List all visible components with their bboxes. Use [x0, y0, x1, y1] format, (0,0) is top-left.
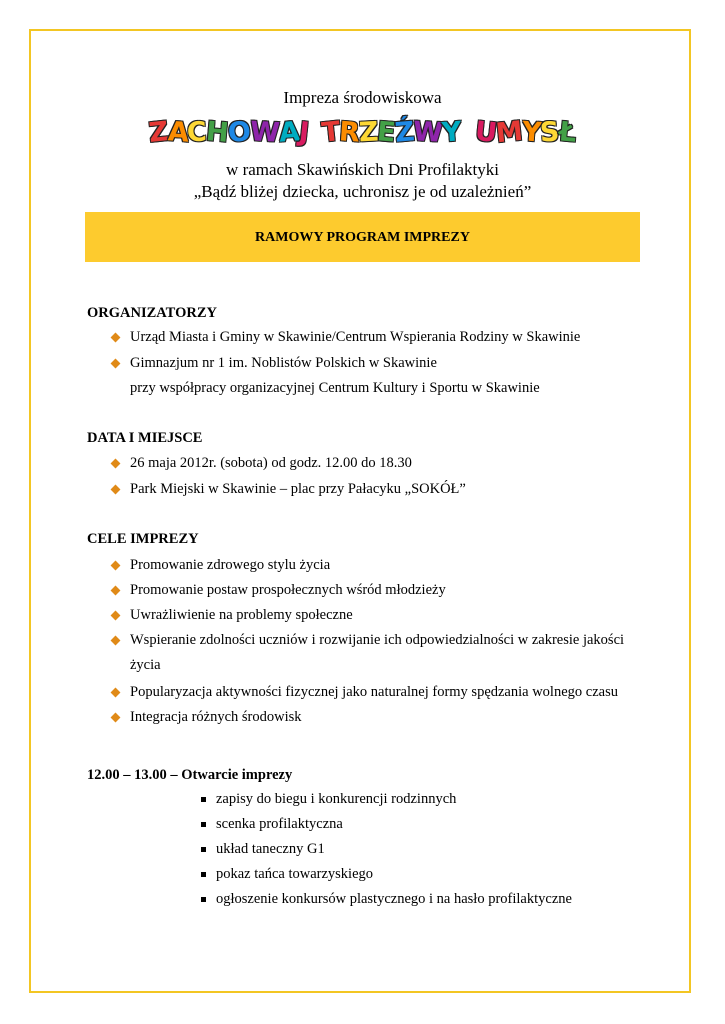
schedule-item: scenka profilaktyczna: [216, 816, 343, 832]
logo-letter: W: [249, 116, 281, 149]
logo-letter: Z: [147, 116, 171, 149]
schedule-item: ogłoszenie konkursów plastycznego i na hasło profilaktyczne: [216, 891, 572, 907]
context-line: w ramach Skawińskich Dni Profilaktyki: [226, 160, 499, 179]
program-banner: RAMOWY PROGRAM IMPREZY: [85, 212, 640, 262]
logo-letter: Y: [441, 116, 463, 149]
logo-letter: A: [277, 116, 301, 149]
logo-letter: Z: [358, 116, 380, 149]
schedule-heading: 12.00 – 13.00 – Otwarcie imprezy: [87, 767, 293, 783]
schedule-item: pokaz tańca towarzyskiego: [216, 866, 374, 882]
goals-heading: CELE IMPREZY: [87, 531, 199, 547]
logo-letter: S: [539, 116, 561, 149]
logo-letter: E: [376, 116, 398, 149]
organizer-continuation: przy współpracy organizacyjnej Centrum Kultury i Sportu w Skawinie: [130, 380, 540, 396]
logo-letter: T: [320, 116, 342, 149]
logo-letter: C: [186, 116, 209, 149]
logo-letter: A: [166, 116, 190, 149]
goal-item: Wspieranie zdolności uczniów i rozwijanie ich odpowiedzialności w zakresie jakości: [130, 632, 625, 648]
logo-letter: W: [412, 116, 445, 149]
square-bullet-icon: [201, 822, 206, 827]
square-bullet-icon: [201, 847, 206, 852]
square-bullet-icon: [201, 872, 206, 877]
logo-letter: H: [205, 116, 231, 149]
logo-letter: U: [473, 115, 499, 150]
square-bullet-icon: [201, 797, 206, 802]
place-item: Park Miejski w Skawinie – plac przy Pałacyku „SOKÓŁ”: [130, 481, 466, 497]
schedule-item: zapisy do biegu i konkurencji rodzinnych: [216, 791, 457, 807]
schedule-item: układ taneczny G1: [216, 841, 325, 857]
logo-letter: Ł: [557, 116, 578, 149]
goal-item: Popularyzacja aktywności fizycznej jako naturalnej formy spędzania wolnego czasu: [130, 684, 618, 700]
goal-continuation: życia: [130, 657, 161, 673]
goal-item: Promowanie postaw prospołecznych wśród młodzieży: [130, 582, 446, 598]
organizers-heading: ORGANIZATORZY: [87, 305, 217, 321]
event-logo: [0, 115, 725, 150]
logo-letter: R: [338, 116, 361, 149]
goal-item: Integracja różnych środowisk: [130, 709, 302, 725]
logo-letter: Ź: [393, 116, 416, 149]
logo-letter: O: [226, 116, 253, 149]
date-item: 26 maja 2012r. (sobota) od godz. 12.00 do 18.30: [130, 455, 412, 471]
organizer-item: Urząd Miasta i Gminy w Skawinie/Centrum Wspierania Rodziny w Skawinie: [130, 329, 581, 345]
slogan: „Bądź bliżej dziecka, uchronisz je od uzależnień”: [193, 182, 532, 201]
logo-letter: Y: [520, 116, 543, 149]
goal-item: Promowanie zdrowego stylu życia: [130, 557, 331, 573]
date-place-heading: DATA I MIEJSCE: [87, 430, 203, 446]
organizer-item: Gimnazjum nr 1 im. Noblistów Polskich w Skawinie: [130, 355, 437, 371]
logo-letter: J: [297, 116, 311, 149]
goal-item: Uwrażliwienie na problemy społeczne: [130, 607, 353, 623]
square-bullet-icon: [201, 897, 206, 902]
event-type: Impreza środowiskowa: [283, 88, 442, 107]
logo-letter: M: [494, 115, 525, 150]
